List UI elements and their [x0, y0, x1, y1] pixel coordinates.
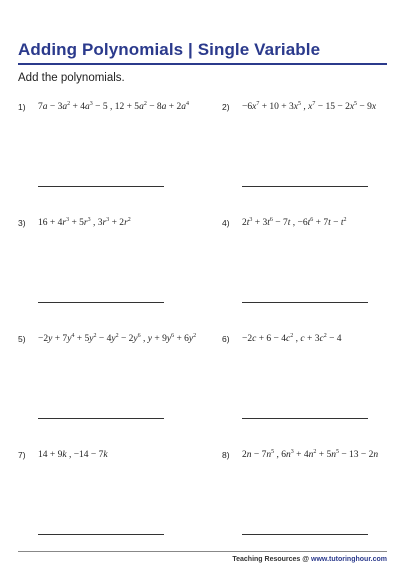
problem-expression: $2t^3 + 3t^6 - 7t$ , $-6t^6 + 7t - t^2$: [242, 216, 347, 228]
footer-credit: [232, 556, 387, 563]
problem-expression: 14 + 9k , −14 − 7k: [38, 450, 108, 460]
instruction-text: Add the polynomials.: [18, 72, 125, 84]
problem-number: 4): [222, 218, 230, 228]
problem-number: 8): [222, 450, 230, 460]
answer-line-5[interactable]: [38, 418, 164, 419]
answer-line-6[interactable]: [242, 418, 368, 419]
answer-line-8[interactable]: [242, 534, 368, 535]
footer-label: Teaching Resources @: [232, 556, 312, 563]
answer-line-1[interactable]: [38, 186, 164, 187]
footer-url[interactable]: www.tutoringhour.com: [311, 556, 387, 563]
problem-number: 1): [18, 102, 26, 112]
answer-line-2[interactable]: [242, 186, 368, 187]
problem-number: 7): [18, 450, 26, 460]
footer-divider: [18, 551, 387, 552]
problem-expression: $-2c + 6 - 4c^2$ , $c + 3c^2 - 4$: [242, 332, 342, 344]
problem-expression: $2n - 7n^5$ , $6n^3 + 4n^2 + 5n^5 - 13 - 2n$: [242, 448, 379, 460]
problem-expression: $-6x^7 + 10 + 3x^5$ , $x^7 - 15 - 2x^5 - 9x$: [242, 100, 377, 112]
problem-expression: $-2y + 7y^4 + 5y^2 - 4y^2 - 2y^6$ , $y + 9y^6 + 6y^2$: [38, 332, 197, 344]
problem-number: 5): [18, 334, 26, 344]
answer-line-3[interactable]: [38, 302, 164, 303]
problem-number: 2): [222, 102, 230, 112]
title-divider: [18, 63, 387, 65]
worksheet-title: Adding Polynomials | Single Variable: [18, 40, 321, 59]
problem-number: 6): [222, 334, 230, 344]
problem-expression: $16 + 4r^3 + 5r^3$ , $3r^3 + 2r^2$: [38, 216, 131, 228]
answer-line-4[interactable]: [242, 302, 368, 303]
problem-number: 3): [18, 218, 26, 228]
answer-line-7[interactable]: [38, 534, 164, 535]
problem-expression: $7a - 3a^2 + 4a^3 - 5$ , $12 + 5a^2 - 8a + 2a^4$: [38, 100, 190, 112]
